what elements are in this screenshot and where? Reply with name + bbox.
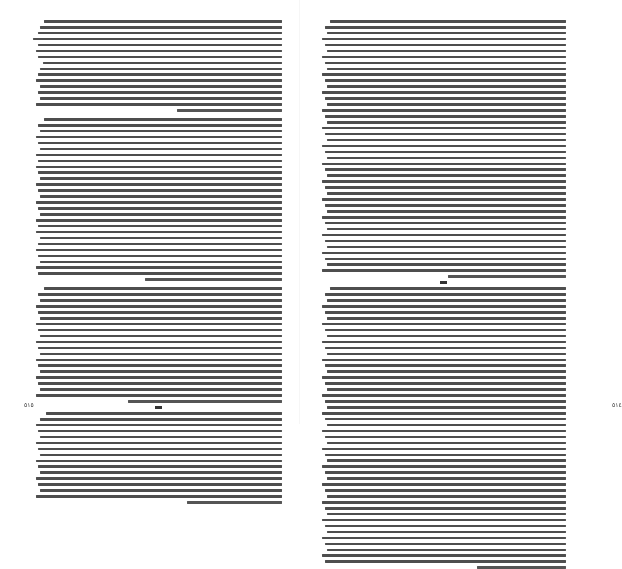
text-line [36, 201, 283, 204]
text-line [38, 207, 282, 210]
text-line [322, 216, 566, 219]
text-line [38, 124, 282, 127]
text-line [325, 133, 566, 136]
text-line [322, 91, 566, 94]
text-line [36, 249, 283, 252]
text-line [327, 85, 566, 88]
text-line [38, 448, 282, 451]
text-line [38, 91, 282, 94]
text-line [327, 459, 566, 462]
text-line [327, 353, 566, 356]
text-line [327, 192, 566, 195]
text-line [40, 299, 282, 302]
text-line [40, 471, 282, 474]
right-page-number: ٥١٤ [612, 402, 622, 409]
text-line [38, 255, 282, 258]
text-line [322, 430, 566, 433]
text-line [322, 448, 566, 451]
text-line [325, 79, 566, 82]
left-page-text-column [33, 20, 282, 390]
text-line [325, 311, 566, 314]
text-line [330, 20, 566, 23]
text-line [325, 44, 566, 47]
text-line [330, 287, 566, 290]
text-line [327, 406, 566, 409]
text-line [38, 364, 282, 367]
text-line [322, 323, 566, 326]
text-line [38, 189, 282, 192]
text-line [325, 151, 566, 154]
text-line [325, 507, 566, 510]
text-line [327, 424, 566, 427]
text-line [177, 109, 282, 112]
text-line [36, 50, 283, 53]
text-line [40, 388, 282, 391]
text-line [36, 79, 283, 82]
text-line [36, 103, 283, 106]
text-line [322, 394, 566, 397]
text-line [322, 376, 566, 379]
text-line [322, 519, 566, 522]
text-line [325, 168, 566, 171]
text-line [327, 335, 566, 338]
text-line [327, 246, 566, 249]
text-line [40, 370, 282, 373]
text-line [46, 412, 282, 415]
text-line [448, 275, 566, 278]
text-line [322, 412, 566, 415]
text-line [322, 163, 566, 166]
text-line [327, 157, 566, 160]
text-line [128, 400, 282, 403]
text-line [38, 56, 282, 59]
text-line [38, 483, 282, 486]
text-line [325, 543, 566, 546]
text-line [40, 237, 282, 240]
text-line [322, 483, 566, 486]
text-line [322, 252, 566, 255]
text-line [327, 32, 566, 35]
right-page-text-column [320, 20, 566, 390]
text-line [322, 554, 566, 557]
text-line [327, 121, 566, 124]
text-line [36, 136, 283, 139]
text-line [38, 225, 282, 228]
section-number-mark [440, 281, 447, 284]
text-line [327, 317, 566, 320]
text-line [36, 166, 283, 169]
text-line [327, 210, 566, 213]
text-line [322, 305, 566, 308]
text-line [40, 454, 282, 457]
text-line [38, 430, 282, 433]
text-line [40, 213, 282, 216]
text-line [322, 501, 566, 504]
text-line [36, 394, 283, 397]
text-line [325, 62, 566, 65]
text-line [38, 44, 282, 47]
text-line [327, 68, 566, 71]
text-line [327, 50, 566, 53]
text-line [325, 400, 566, 403]
text-line [40, 436, 282, 439]
text-line [36, 266, 283, 269]
text-line [36, 231, 283, 234]
text-line [40, 261, 282, 264]
text-line [327, 388, 566, 391]
text-line [325, 240, 566, 243]
text-line [322, 38, 566, 41]
text-line [327, 531, 566, 534]
text-line [36, 376, 283, 379]
text-line [325, 258, 566, 261]
text-line [325, 382, 566, 385]
text-line [327, 299, 566, 302]
text-line [36, 495, 283, 498]
text-line [322, 127, 566, 130]
text-line [40, 177, 282, 180]
text-line [40, 195, 282, 198]
text-line [325, 364, 566, 367]
text-line [38, 160, 282, 163]
text-line [325, 560, 566, 563]
text-line [327, 103, 566, 106]
text-line [322, 359, 566, 362]
text-line [38, 347, 282, 350]
text-line [40, 148, 282, 151]
text-line [38, 329, 282, 332]
text-line [325, 293, 566, 296]
text-line [325, 26, 566, 29]
text-line [325, 97, 566, 100]
text-line [325, 329, 566, 332]
text-line [40, 353, 282, 356]
text-line [327, 549, 566, 552]
text-line [38, 243, 282, 246]
text-line [322, 180, 566, 183]
text-line [40, 335, 282, 338]
text-line [36, 219, 283, 222]
text-line [36, 183, 283, 186]
text-line [36, 477, 283, 480]
text-line [327, 442, 566, 445]
text-line [187, 501, 282, 504]
text-line [38, 142, 282, 145]
text-line [325, 454, 566, 457]
text-line [325, 489, 566, 492]
text-line [325, 436, 566, 439]
text-line [325, 115, 566, 118]
left-page-number: ٥١٥ [24, 402, 34, 409]
text-line [44, 118, 283, 121]
text-line [40, 317, 282, 320]
text-line [44, 20, 283, 23]
text-line [322, 341, 566, 344]
left-page [0, 0, 300, 424]
text-line [327, 263, 566, 266]
text-line [36, 460, 283, 463]
text-line [38, 311, 282, 314]
text-line [33, 38, 282, 41]
text-line [36, 154, 283, 157]
text-line [40, 130, 282, 133]
text-line [327, 139, 566, 142]
text-line [38, 171, 282, 174]
text-line [36, 305, 283, 308]
text-line [325, 418, 566, 421]
text-line [36, 424, 283, 427]
text-line [322, 109, 566, 112]
text-line [322, 145, 566, 148]
text-line [327, 495, 566, 498]
text-line [325, 186, 566, 189]
text-line [36, 323, 283, 326]
text-line [38, 465, 282, 468]
text-line [38, 272, 282, 275]
text-line [38, 73, 282, 76]
text-line [44, 287, 283, 290]
text-line [322, 198, 566, 201]
text-line [322, 73, 566, 76]
text-line [325, 347, 566, 350]
text-line [36, 442, 283, 445]
text-line [40, 85, 282, 88]
text-line [40, 26, 282, 29]
text-line [38, 382, 282, 385]
text-line [322, 537, 566, 540]
text-line [325, 471, 566, 474]
text-line [40, 97, 282, 100]
text-line [145, 278, 282, 281]
text-line [322, 269, 566, 272]
text-line [36, 341, 283, 344]
text-line [36, 359, 283, 362]
text-line [40, 489, 282, 492]
section-number-mark [155, 406, 162, 409]
text-line [40, 418, 282, 421]
text-line [38, 293, 282, 296]
text-line [327, 370, 566, 373]
text-line [38, 32, 282, 35]
text-line [325, 222, 566, 225]
text-line [327, 513, 566, 516]
right-page [300, 0, 622, 424]
text-line [322, 465, 566, 468]
text-line [325, 525, 566, 528]
text-line [327, 228, 566, 231]
text-line [43, 62, 282, 65]
text-line [322, 56, 566, 59]
text-line [322, 234, 566, 237]
text-line [327, 174, 566, 177]
text-line [325, 204, 566, 207]
text-line [327, 477, 566, 480]
text-line [40, 68, 282, 71]
